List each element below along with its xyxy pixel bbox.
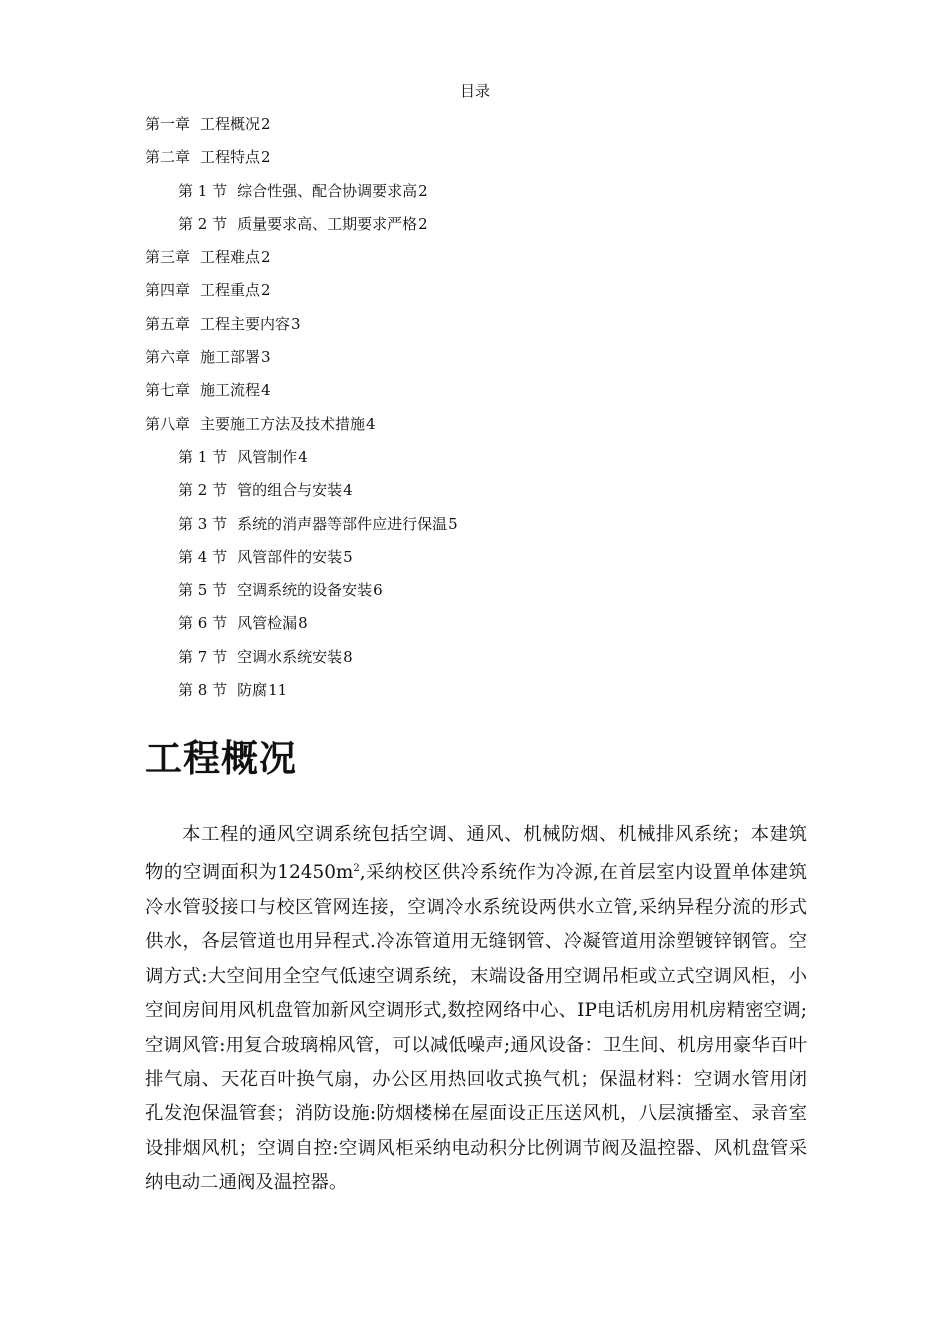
toc-entry-number: 第 4 节 [178,547,228,566]
toc-entry[interactable] [0,480,950,513]
toc-entry-page: 11 [268,681,288,700]
toc-entry-title: 空调系统的设备安装 [237,581,373,600]
toc-entry-page: 2 [418,214,428,233]
toc-entry-title: 系统的消声器等部件应进行保温 [237,514,448,533]
toc-entry-title: 工程主要内容 [200,314,291,333]
body-paragraph [145,818,807,1201]
superscript-exponent: 2 [353,863,360,875]
toc-entry-page: 2 [261,281,271,300]
section-heading: 工程概况 [145,737,297,780]
toc-entry[interactable] [0,280,950,313]
toc-entry-title: 风管检漏 [237,614,298,633]
toc-entry-title: 主要施工方法及技术措施 [200,414,366,433]
toc-entry-page: 2 [261,248,271,267]
toc-entry[interactable] [0,547,950,580]
toc-entry-page: 5 [343,547,353,566]
toc-entry[interactable] [0,247,950,280]
toc-entry[interactable] [0,580,950,613]
toc-entry-page: 4 [298,447,308,466]
toc-entry-number: 第四章 [145,281,191,300]
toc-entry-number: 第一章 [145,115,191,133]
toc-entry[interactable] [0,613,950,646]
toc-entry[interactable] [0,214,950,247]
toc-entry-title: 施工部署 [200,348,261,367]
toc-entry-title: 管的组合与安装 [237,481,343,500]
toc-entry-number: 第 2 节 [178,481,228,500]
toc-entry-title: 工程概况 [200,115,261,133]
toc-entry[interactable] [0,514,950,547]
toc-entry-title: 施工流程 [200,381,261,400]
toc-entry-title: 质量要求高、工期要求严格 [237,214,418,233]
toc-entry-page: 4 [261,381,271,400]
toc-entry-page: 2 [261,115,271,133]
toc-entry-number: 第三章 [145,248,191,267]
toc-entry-page: 2 [418,181,428,200]
toc-entry-number: 第二章 [145,148,191,167]
toc-entry-number: 第 5 节 [178,581,228,600]
toc-entry[interactable] [0,181,950,214]
toc-entry-number: 第五章 [145,314,191,333]
toc-entry-page: 8 [343,647,353,666]
toc-entry-title: 风管制作 [237,447,298,466]
toc-entry-page: 6 [373,581,383,600]
toc-entry[interactable] [0,647,950,680]
paragraph-text-part-1: 本工程的通风空调系统包括空调、通风、机械防烟、机械排风系统；本建筑物的空调面积为12450m [145,824,807,884]
toc-entry[interactable] [0,680,950,713]
toc-entry[interactable] [0,314,950,347]
toc-entry-title: 风管部件的安装 [237,547,343,566]
toc-entry[interactable] [0,347,950,380]
toc-entry-title: 工程难点 [200,248,261,267]
toc-entry-number: 第 7 节 [178,647,228,666]
toc-entry-title: 防腐 [237,681,268,700]
toc-entry-number: 第 6 节 [178,614,228,633]
toc-entry-title: 工程重点 [200,281,261,300]
toc-entry[interactable] [0,380,950,413]
toc-entry-page: 2 [261,148,271,167]
toc-entry-page: 4 [366,414,376,433]
toc-entry[interactable] [0,447,950,480]
toc-entry-title: 空调水系统安装 [237,647,343,666]
toc-entry-page: 3 [291,314,301,333]
toc-entry-page: 3 [261,348,271,367]
toc-entry-page: 5 [448,514,458,533]
toc-entry-number: 第六章 [145,348,191,367]
toc-entry-number: 第八章 [145,414,191,433]
toc-title: 目录 [459,82,490,100]
toc-entry-number: 第 1 节 [178,447,228,466]
toc-entry[interactable] [0,114,950,147]
toc-entry-number: 第 3 节 [178,514,228,533]
table-of-contents [0,114,950,713]
toc-entry-number: 第 2 节 [178,214,228,233]
toc-entry-number: 第 1 节 [178,181,228,200]
paragraph-text-part-2: ,采纳校区供冷系统作为冷源,在首层室内设置单体建筑冷水管驳接口与校区管网连接，空调冷水系统设两供水立管,采纳异程分流的形式供水，各层管道也用异程式.冷冻管道用无缝钢管、冷凝管道用涂塑镀锌钢管。空调方式:大空间用全空气低速空调系统，末端设备用空调吊柜或立式空调风柜，小空间房间用风机盘管加新风空调形式,数控网络中心、IP电话机房用机房精密空调;空调风管:用复合玻璃棉风管，可以减低噪声;通风设备：卫生间、机房用豪华百叶排气扇、天花百叶换气扇，办公区用热回收式换气机；保温材料：空调水管用闭孔发泡保温管套；消防设施:防烟楼梯在屋面设正压送风机，八层演播室、录音室设排烟风机；空调自控:空调风柜采纳电动积分比例调节阀及温控器、风机盘管采纳电动二通阀及温控器。 [145,862,807,1194]
toc-entry-title: 综合性强、配合协调要求高 [237,181,418,200]
toc-entry[interactable] [0,147,950,180]
toc-entry-number: 第 8 节 [178,681,228,700]
toc-entry-page: 4 [343,481,353,500]
toc-entry-title: 工程特点 [200,148,261,167]
toc-entry[interactable] [0,414,950,447]
toc-entry-page: 8 [298,614,308,633]
toc-entry-number: 第七章 [145,381,191,400]
